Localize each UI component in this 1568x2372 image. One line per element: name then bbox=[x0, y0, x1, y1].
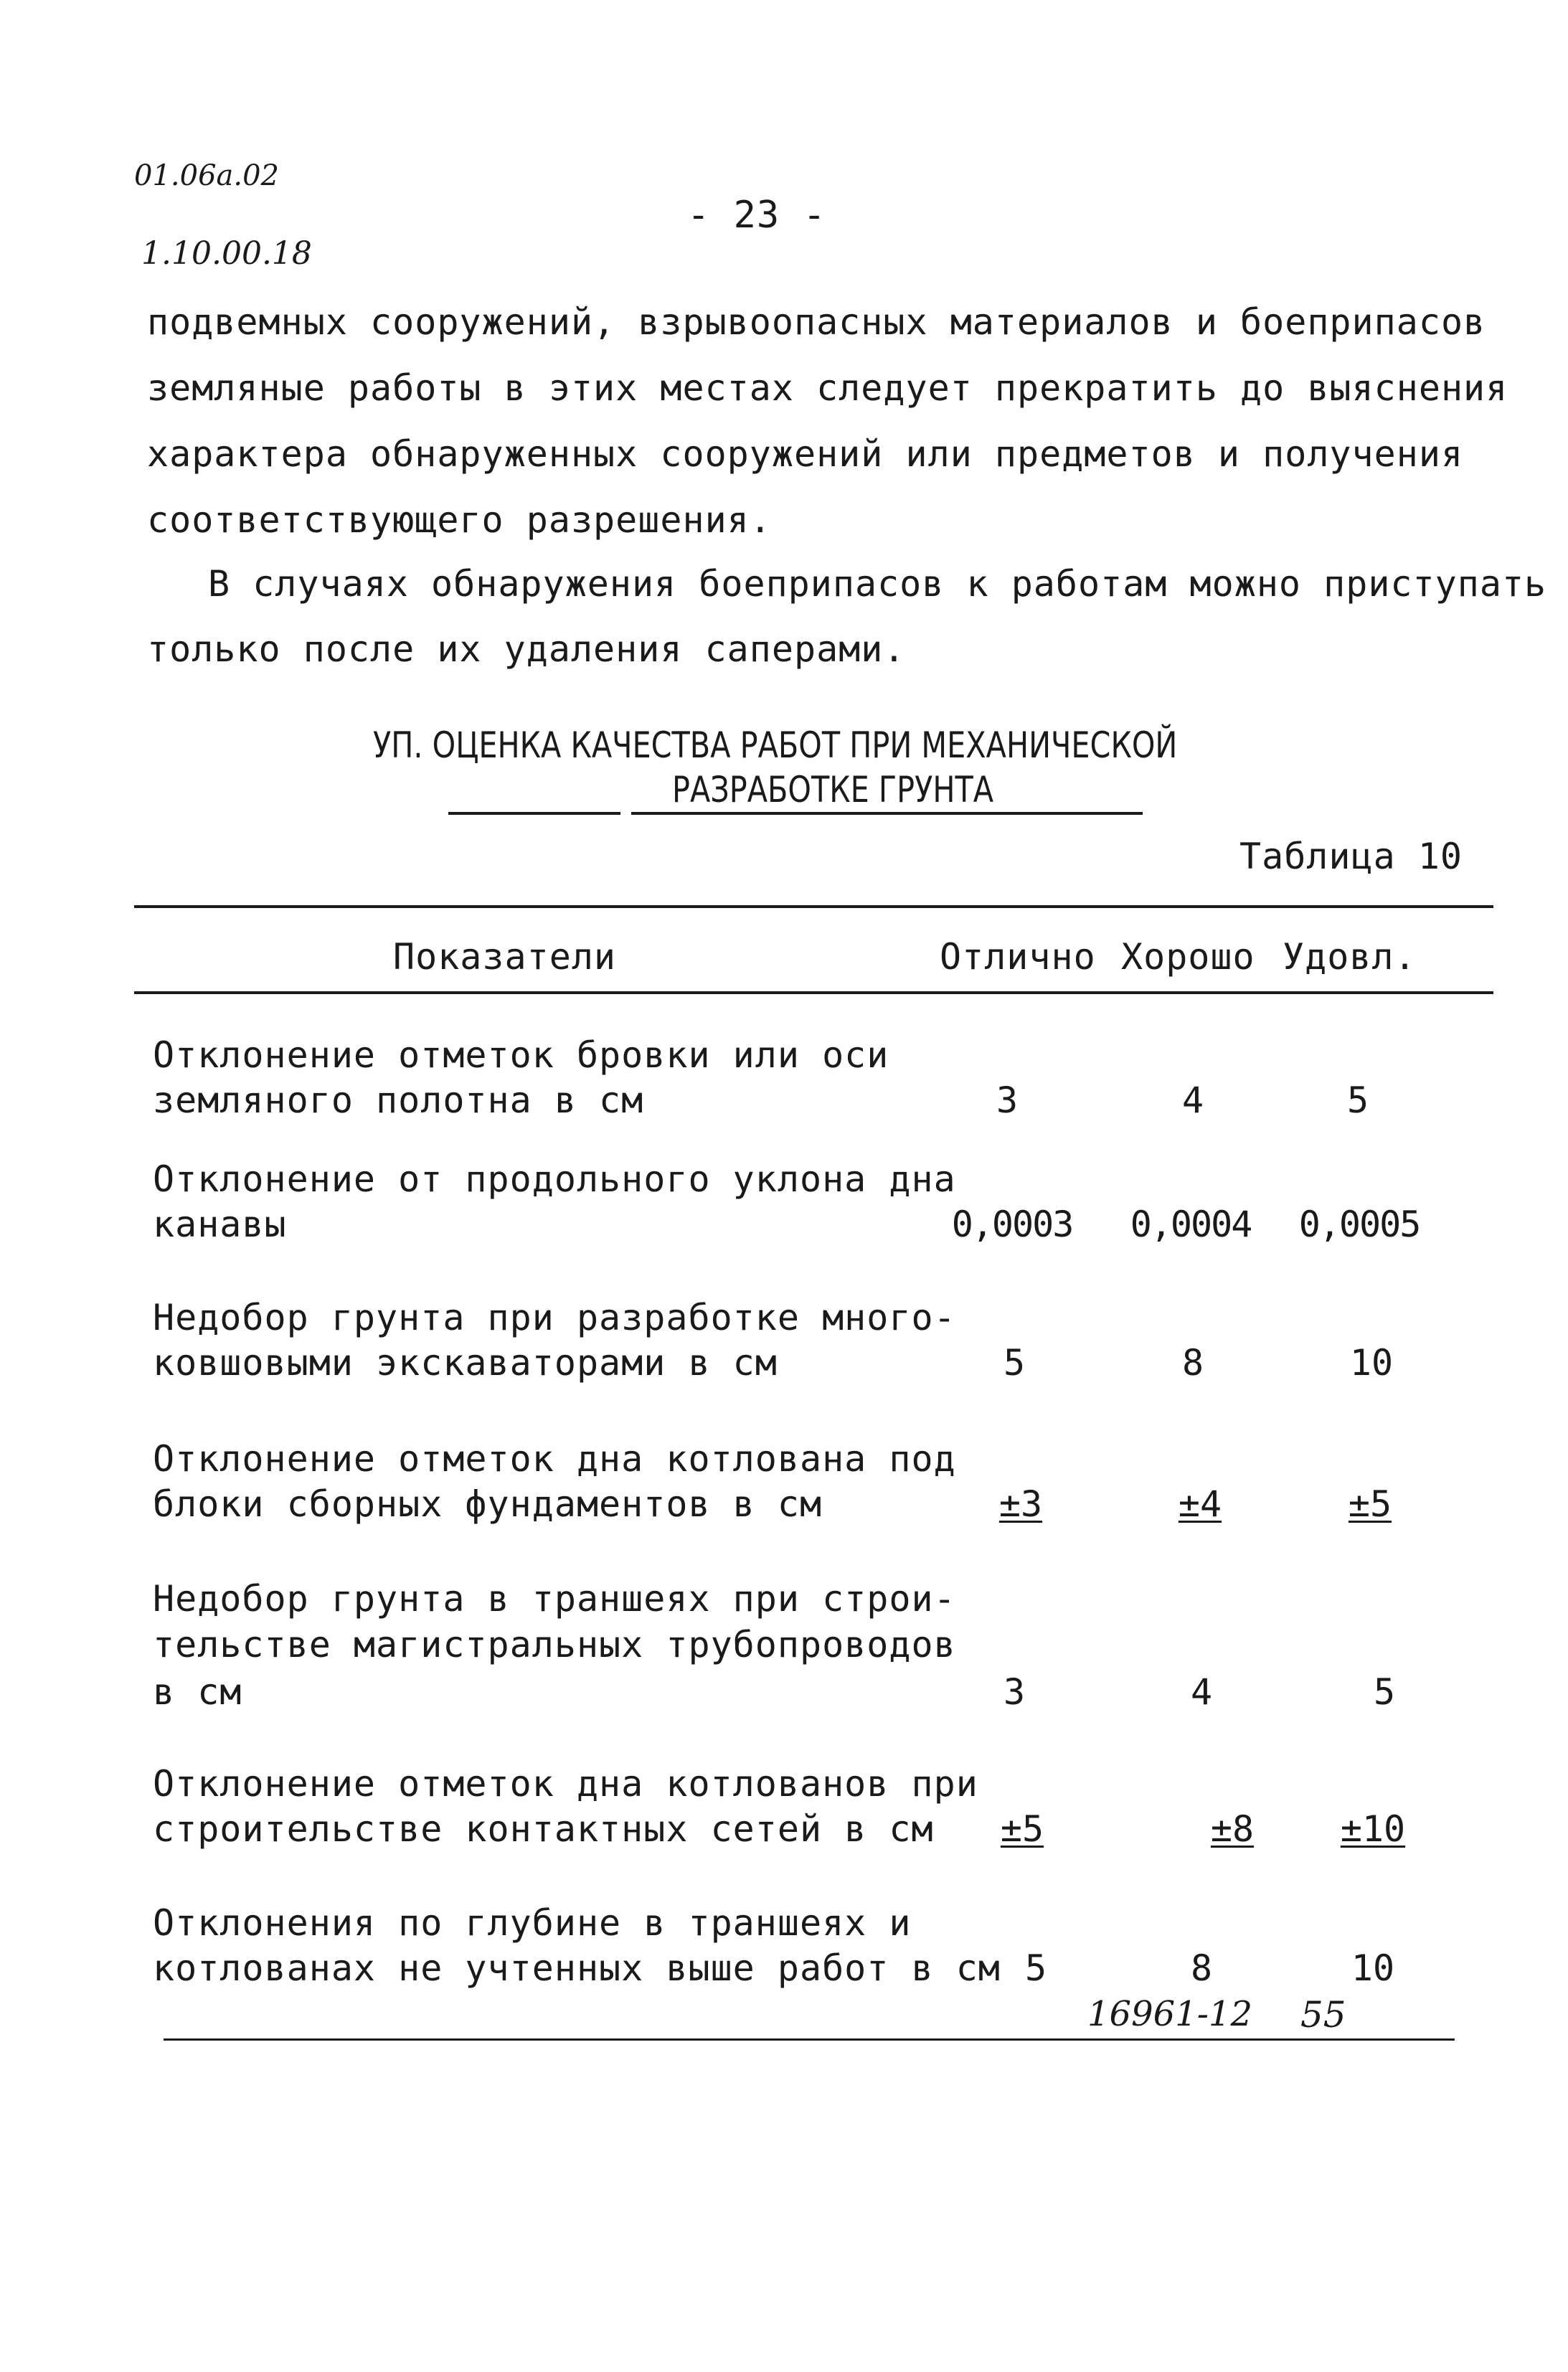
value-excellent: 5 bbox=[1024, 1947, 1047, 1989]
value-satisfactory: ±10 bbox=[1340, 1808, 1406, 1850]
paragraph-line: только после их удаления саперами. bbox=[147, 628, 906, 670]
row-label-line: блоки сборных фундаментов в см bbox=[153, 1483, 823, 1525]
table-caption: Таблица 10 bbox=[1239, 836, 1463, 877]
stamp-number: 16961-12 bbox=[1087, 1994, 1252, 2034]
row-label-line: в см bbox=[153, 1671, 242, 1713]
table-top-rule bbox=[134, 905, 1493, 908]
document-date: 1.10.00.18 bbox=[141, 235, 312, 272]
column-header-satisfactory: Удовл. bbox=[1283, 936, 1417, 978]
row-label-line: строительстве контактных сетей в см bbox=[153, 1808, 934, 1850]
value-good: ±8 bbox=[1210, 1808, 1255, 1850]
table-header-rule bbox=[134, 991, 1493, 994]
column-header-indicators: Показатели bbox=[393, 936, 617, 978]
title-underline-right bbox=[631, 812, 1143, 815]
paragraph-line: соответствующего разрешения. bbox=[147, 499, 772, 541]
row-label-line: Отклонение от продольного уклона дна bbox=[153, 1158, 956, 1200]
value-good: 8 bbox=[1181, 1342, 1204, 1384]
title-underline-left bbox=[448, 812, 620, 815]
row-label-line: Недобор грунта в траншеях при строи- bbox=[153, 1578, 956, 1620]
stamp-page: 55 bbox=[1300, 1994, 1346, 2036]
value-excellent: 5 bbox=[1003, 1342, 1026, 1384]
row-label-line: тельстве магистральных трубопроводов bbox=[153, 1624, 956, 1665]
paragraph-line: подвемных сооружений, взрывоопасных материалов и боеприпасов bbox=[147, 301, 1486, 343]
value-satisfactory: 10 bbox=[1351, 1947, 1395, 1989]
value-satisfactory: ±5 bbox=[1348, 1483, 1392, 1525]
row-label-line: Отклонения по глубине в траншеях и bbox=[153, 1902, 912, 1944]
section-title-line-2: РАЗРАБОТКЕ ГРУНТА bbox=[672, 769, 994, 811]
column-header-good: Хорошо bbox=[1121, 936, 1255, 978]
value-excellent: ±5 bbox=[1000, 1808, 1044, 1850]
row-label-line: котлованах не учтенных выше работ в см bbox=[153, 1947, 1001, 1989]
value-satisfactory: 0,0005 bbox=[1298, 1204, 1420, 1245]
value-satisfactory: 5 bbox=[1346, 1079, 1369, 1121]
value-excellent: ±3 bbox=[998, 1483, 1043, 1525]
value-good: 4 bbox=[1181, 1079, 1204, 1121]
row-label-line: земляного полотна в см bbox=[153, 1079, 644, 1121]
row-label-line: Недобор грунта при разработке много- bbox=[153, 1297, 956, 1338]
value-excellent: 3 bbox=[996, 1079, 1019, 1121]
row-label-line: Отклонение отметок дна котлована под bbox=[153, 1438, 956, 1480]
section-title-line-1: УП. ОЦЕНКА КАЧЕСТВА РАБОТ ПРИ МЕХАНИЧЕСКОЙ bbox=[373, 724, 1178, 766]
value-excellent: 0,0003 bbox=[951, 1204, 1073, 1245]
value-satisfactory: 10 bbox=[1349, 1342, 1394, 1384]
value-good: 0,0004 bbox=[1130, 1204, 1252, 1245]
value-good: 4 bbox=[1190, 1671, 1213, 1713]
value-satisfactory: 5 bbox=[1373, 1671, 1396, 1713]
row-label-line: Отклонение отметок бровки или оси bbox=[153, 1034, 889, 1076]
paragraph-line: В случаях обнаружения боеприпасов к работам можно приступать bbox=[208, 563, 1547, 605]
paragraph-line: земляные работы в этих местах следует прекратить до выяснения bbox=[147, 367, 1508, 409]
table-bottom-rule bbox=[164, 2038, 1455, 2041]
value-good: ±4 bbox=[1178, 1483, 1222, 1525]
paragraph-line: характера обнаруженных сооружений или предметов и получения bbox=[147, 433, 1464, 475]
document-code: 01.06а.02 bbox=[134, 159, 279, 192]
row-label-line: Отклонение отметок дна котлованов при bbox=[153, 1763, 978, 1805]
value-excellent: 3 bbox=[1003, 1671, 1026, 1713]
value-good: 8 bbox=[1190, 1947, 1213, 1989]
row-label-line: ковшовыми экскаваторами в см bbox=[153, 1342, 778, 1384]
column-header-excellent: Отлично bbox=[940, 936, 1096, 978]
page-number: - 23 - bbox=[687, 194, 826, 237]
row-label-line: канавы bbox=[153, 1204, 287, 1245]
